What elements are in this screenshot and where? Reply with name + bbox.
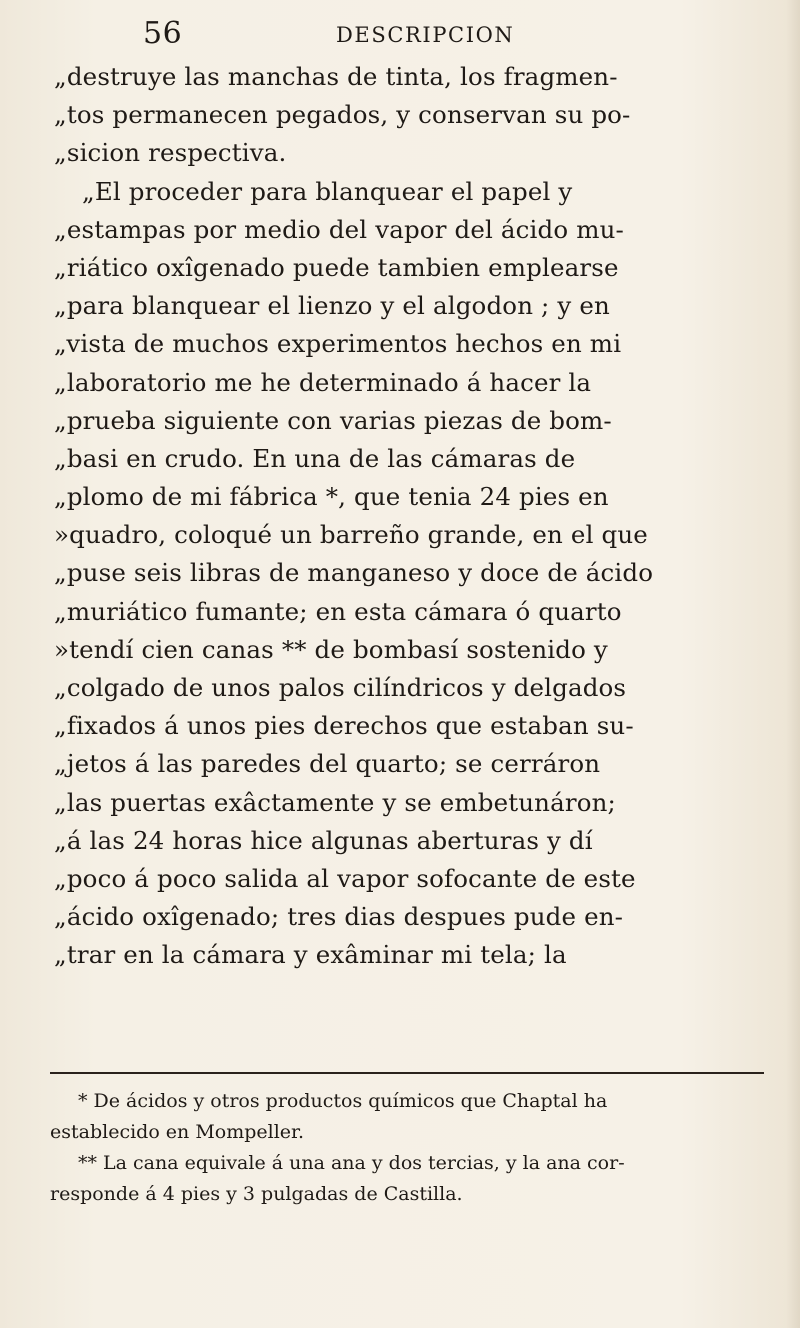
page-header <box>143 14 723 58</box>
footnote-divider <box>50 1072 764 1074</box>
text-line: „para blanquear el lienzo y el algodon ; y en <box>54 291 610 321</box>
text-line: „á las 24 horas hice algunas aberturas y dí <box>54 825 593 855</box>
text-line: „laboratorio me he determinado á hacer la <box>54 367 592 397</box>
text-line: „sicion respectiva. <box>54 138 287 168</box>
text-line: „jetos á las paredes del quarto; se cerráron <box>54 749 601 779</box>
text-line: „destruye las manchas de tinta, los fragmen- <box>54 62 618 91</box>
main-text <box>54 58 776 975</box>
text-line: „fixados á unos pies derechos que estaban su- <box>54 711 634 741</box>
text-line: „prueba siguiente con varias piezas de bom- <box>54 405 612 435</box>
footnote-line: ** La cana equivale á una ana y dos tercias, y la ana cor- <box>78 1152 625 1174</box>
text-line: „plomo de mi fábrica *, que tenia 24 pies en <box>54 482 609 512</box>
text-line: „El proceder para blanquear el papel y <box>82 176 573 206</box>
page-edge-shadow <box>786 0 800 1328</box>
footnotes <box>50 1086 774 1210</box>
text-line: »quadro, coloqué un barreño grande, en el que <box>54 520 648 550</box>
text-line: „tos permanecen pegados, y conservan su po- <box>54 100 631 130</box>
text-line: „ácido oxîgenado; tres dias despues pude en- <box>54 902 624 932</box>
running-head: DESCRIPCION <box>336 23 515 47</box>
footnote-line: establecido en Mompeller. <box>50 1121 305 1143</box>
text-line: „riático oxîgenado puede tambien emplearse <box>54 252 619 282</box>
footnote-line: * De ácidos y otros productos químicos que Chaptal ha <box>78 1090 608 1112</box>
page-number: 56 <box>143 16 183 51</box>
text-line: „poco á poco salida al vapor sofocante de este <box>54 863 636 893</box>
footnote-line: responde á 4 pies y 3 pulgadas de Castilla. <box>50 1183 463 1205</box>
text-line: „basi en crudo. En una de las cámaras de <box>54 443 576 473</box>
text-line: „las puertas exâctamente y se embetunáron; <box>54 787 616 817</box>
text-line: „puse seis libras de manganeso y doce de ácido <box>54 558 654 588</box>
text-line: »tendí cien canas ** de bombasí sostenido y <box>54 634 608 664</box>
text-line: „muriático fumante; en esta cámara ó quarto <box>54 596 622 626</box>
text-line: „vista de muchos experimentos hechos en mi <box>54 329 622 359</box>
text-line: „estampas por medio del vapor del ácido mu- <box>54 214 624 244</box>
text-line: „colgado de unos palos cilíndricos y delgados <box>54 673 627 702</box>
text-line: „trar en la cámara y exâminar mi tela; la <box>54 940 567 970</box>
